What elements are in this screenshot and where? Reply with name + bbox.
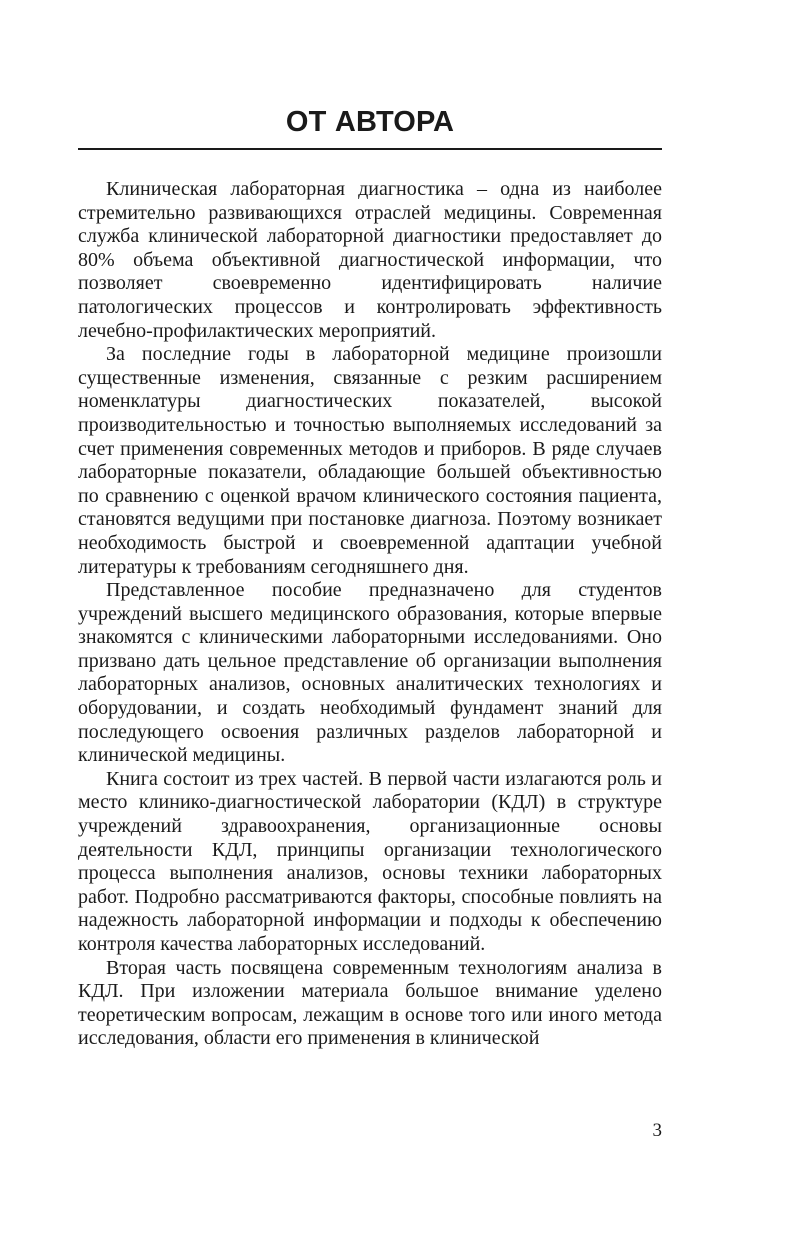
title-divider: [78, 148, 662, 150]
body-text: [78, 178, 662, 1051]
page-number: 3: [652, 1120, 662, 1141]
page-title: ОТ АВТОРА: [285, 106, 455, 138]
paragraph-4: Книга состоит из трех частей. В первой части излагаются роль и место клинико-диагностической лаборатории (КДЛ) в структуре учреждений здравоохранения, организационные основы деятельности КДЛ, принципы организации технологического процесса выполнения анализов, основы техники лабораторных работ. Подробно рассматриваются факторы, способные повлиять на надежность лабораторной информации и подходы к обеспечению контроля качества лабораторных исследований.: [78, 767, 662, 955]
paragraph-5: Вторая часть посвящена современным технологиям анализа в КДЛ. При изложении материала большое внимание уделено теоретическим вопросам, лежащим в основе того или иного метода исследования, области его применения в клинической: [78, 956, 662, 1050]
paragraph-3: Представленное пособие предназначено для студентов учреждений высшего медицинского образования, которые впервые знакомятся с клиническими лабораторными исследованиями. Оно призвано дать цельное представление об организации выполнения лабораторных анализов, основных аналитических технологиях и оборудовании, и создать необходимый фундамент знаний для последующего освоения различных разделов лабораторной и клинической медицины.: [78, 579, 662, 767]
paragraph-2: За последние годы в лабораторной медицине произошли существенные изменения, связанные с резким расширением номенклатуры диагностических показателей, высокой производительностью и точностью выполняемых исследований за счет применения современных методов и приборов. В ряде случаев лабораторные показатели, обладающие большей объективностью по сравнению с оценкой врачом клинического состояния пациента, становятся ведущими при постановке диагноза. Поэтому возникает необходимость быстрой и своевременной адаптации учебной литературы к требованиям сегодняшнего дня.: [78, 343, 662, 578]
paragraph-1: Клиническая лабораторная диагностика – одна из наиболее стремительно развивающихся отраслей медицины. Современная служба клинической лабораторной диагностики предоставляет до 80% объема объективной диагностической информации, что позволяет своевременно идентифицировать наличие патологических процессов и контролировать эффективность лечебно-профилактических мероприятий.: [78, 178, 662, 342]
